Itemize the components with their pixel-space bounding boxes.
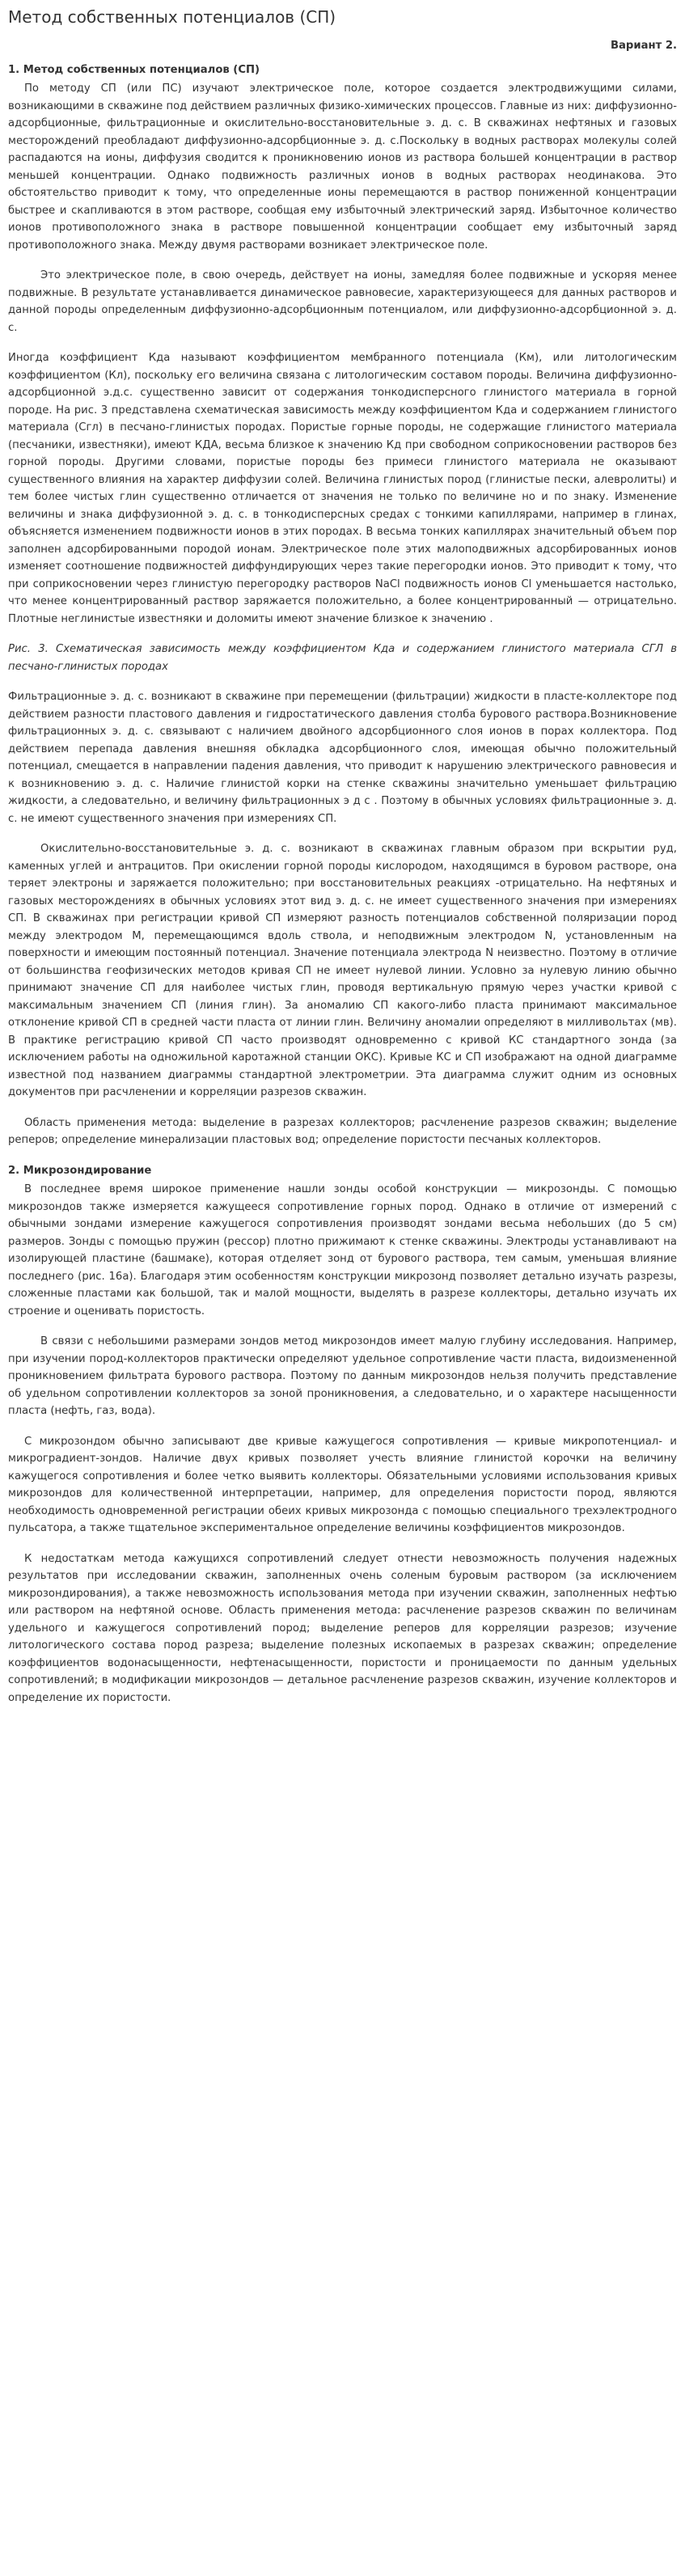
section-heading-sp: 1. Метод собственных потенциалов (СП)	[8, 63, 260, 76]
section-heading-microlog: 2. Микрозондирование	[8, 1164, 152, 1177]
paragraph-microlog-intro: В последнее время широкое применение нашли зонды особой конструкции — микрозонды. С помощью микрозондов также измеряется кажущееся сопротивление горных пород. Однако в отличие от измерений с обычными зондами измерение кажущегося сопротивления производят зондами весьма небольших (до 5 см) размеров. Зонды с помощью пружин (рессор) плотно прижимают к стенке скважины. Электроды устанавливают на изолирующей пластине (башмаке), которая отделяет зонд от бурового раствора, тем самым, уменьшая влияние последнего (рис. 16а). Благодаря этим особенностям конструкции микрозонд позволяет детально изучать разрезы, сложенные пластами как большой, так и малой мощности, выделять в разрезе коллекторы, детально изучать их строение и оценивать пористость.	[8, 1183, 677, 1318]
paragraph-microlog-curves: С микрозондом обычно записывают две кривые кажущегося сопротивления — кривые микропотенциал- и микроградиент-зондов. Наличие двух кривых позволяет учесть влияние глинистой корочки на величину кажущегося сопротивления и более четко выявить коллекторы. Обязательными условиями использования кривых микрозондов для количественной интерпретации, например, для определения пористости пород, являются необходимость одновременной регистрации обеих кривых микрозонда с помощью специального трехэлектродного пульсатора, а также тщательное экспериментальное определение величины коэффициентов микрозондов.	[8, 1435, 677, 1534]
paragraph-microlog-limitations: К недостаткам метода кажущихся сопротивлений следует отнести невозможность получения надежных результатов при исследовании скважин, заполненных очень соленым буровым раствором (за исключением микрозондирования), а также невозможность использования метода при изучении скважин, заполненных нефтью или раствором на нефтяной основе. Область применения метода: расчленение разрезов скважин по величинам удельного и кажущегося сопротивлений пород; выделение реперов для корреляции разрезов; изучение литологического состава пород разреза; выделение полезных ископаемых в разрезах скважин; определение коэффициентов водонасыщенности, нефтенасыщенности, пористости и проницаемости по данным удельных сопротивлений; в модификации микрозондов — детальное расчленение разрезов скважин, изучение коллекторов и определение их пористости.	[8, 1552, 677, 1704]
paragraph-sp-intro: По методу СП (или ПС) изучают электрическое поле, которое создается электродвижущими силами, возникающими в скважине под действием различных физико-химических процессов. Главные из них: диффузионно-адсорбционные, фильтрационные и окислительно-восстановительные э. д. с. В скважинах нефтяных и газовых месторождений преобладают диффузионно-адсорбционные э. д. с.Поскольку в водных растворах молекулы солей распадаются на ионы, диффузия сводится к проникновению ионов из раствора большей концентрации в раствор меньшей концентрации. Однако подвижность различных ионов в водных растворах неодинакова. Это обстоятельство приводит к тому, что определенные ионы перемещаются в раствор пониженной концентрации быстрее и скапливаются в этом растворе, сообщая ему избыточный электрический заряд. Избыточное количество ионов противоположного знака в растворе повышенной концентрации сообщает ему избыточный заряд противоположного знака. Между двумя растворами возникает электрическое поле.	[8, 82, 677, 252]
paragraph-microlog-depth: В связи с небольшими размерами зондов метод микрозондов имеет малую глубину исследования. Например, при изучении пород-коллекторов практически определяют удельное сопротивление части пласта, видоизмененной проникновением фильтрата бурового раствора. Поэтому по данным микрозондов нельзя получить представление об удельном сопротивлении коллекторов за зоной проникновения, а следовательно, и о характере насыщенности пласта (нефть, газ, вода).	[8, 1335, 677, 1417]
figure-caption: Рис. 3. Схематическая зависимость между коэффициентом Кда и содержанием глинистого материала СГЛ в песчано-глинистых породах	[8, 643, 677, 673]
variant-label: Вариант 2.	[610, 40, 677, 52]
paragraph-sp-filtration: Фильтрационные э. д. с. возникают в скважине при перемещении (фильтрации) жидкости в пласте-коллекторе под действием разности пластового давления и гидростатического давления столба бурового раствора.Возникновение фильтрационных э. д. с. связывают с наличием двойного адсорбционного слоя ионов в порах коллектора. Под действием перепада давления внешняя обкладка адсорбционного слоя, имеющая обычно положительный потенциал, смещается в направлении падения давления, что приводит к нарушению электрического равновесия и к возникновению э. д. с. Наличие глинистой корки на стенке скважины значительно уменьшает фильтрацию жидкости, а следовательно, и величину фильтрационных э д с . Поэтому в обычных условиях фильтрационные э. д. с. не имеют существенного значения при измерениях СП.	[8, 691, 677, 825]
paragraph-sp-coefficient: Иногда коэффициент Кда называют коэффициентом мембранного потенциала (Км), или литологическим коэффициентом (Кл), поскольку его величина связана с литологическим составом породы. Величина диффузионно-адсорбционной э.д.с. существенно зависит от содержания тонкодисперсного глинистого материала в горной породе. На рис. 3 представлена схематическая зависимость между коэффициентом Кда и содержанием глинистого материала (Сгл) в песчано-глинистых породах. Пористые горные породы, не содержащие глинистого материала (песчаники, известняки), имеют КДА, весьма близкое к значению Кд при свободном соприкосновении растворов без горной породы. Другими словами, пористые породы без примеси глинистого материала не оказывают существенного влияния на характер диффузии солей. Величина глинистых пород (глинистые пески, алевролиты) и тем более чистых глин существенно отличается от значения не только по величине но и по знаку. Изменение величины и знака диффузионной э. д. с. в тонкодисперсных средах с тонкими капиллярами, например в глинах, объясняется изменением подвижности ионов в этих породах. В весьма тонких капиллярах значительный объем пор заполнен адсорбированными породой ионам. Электрическое поле этих малоподвижных адсорбированных ионов изменяет соотношение подвижностей диффундирующих через такие перегородки ионов. Это приводит к тому, что при соприкосновении через глинистую перегородку растворов NaCl подвижность ионов Cl уменьшается настолько, что менее концентрированный раствор заряжается положительно, а более концентрированный — отрицательно. Плотные неглинистые известняки и доломиты имеют значение близкое к значению .	[8, 352, 677, 625]
paragraph-sp-application: Область применения метода: выделение в разрезах коллекторов; расчленение разрезов скважин; выделение реперов; определение минерализации пластовых вод; определение пористости песчаных коллекторов.	[8, 1116, 677, 1146]
paragraph-sp-redox: Окислительно-восстановительные э. д. с. возникают в скважинах главным образом при вскрытии руд, каменных углей и антрацитов. При окислении горной породы кислородом, находящимся в буровом растворе, она теряет электроны и заряжается положительно; при восстановительных реакциях -отрицательно. На нефтяных и газовых месторождениях в обычных условиях этот вид э. д. с. не имеет существенного значения при измерениях СП. В скважинах при регистрации кривой СП измеряют разность потенциалов собственной поляризации пород между электродом М, перемещающимся вдоль ствола, и неподвижным электродом N, установленным на поверхности и имеющим постоянный потенциал. Значение потенциала электрода N неизвестно. Поэтому в отличие от большинства геофизических методов кривая СП не имеет нулевой линии. Условно за нулевую линию обычно принимают значение СП для наиболее чистых глин, проводя вертикальную прямую через участки кривой с максимальным значением СП (линия глин). За аномалию СП какого-либо пласта принимают максимальное отклонение кривой СП в средней части пласта от линии глин. Величину аномалии определяют в милливольтах (мв). В практике регистрацию кривой СП часто производят одновременно с кривой КС стандартного зонда (за исключением работы на одножильной каротажной станции ОКС). Кривые КС и СП изображают на одной диаграмме известной под названием диаграммы стандартной электрометрии. Эта диаграмма служит одним из основных документов при расчленении и корреляции разрезов скважин.	[8, 843, 677, 1098]
paragraph-sp-equilibrium: Это электрическое поле, в свою очередь, действует на ионы, замедляя более подвижные и ускоряя менее подвижные. В результате устанавливается динамическое равновесие, характеризующееся для данных растворов и данной породы определенным диффузионно-адсорбционным потенциалом, или диффузионно-адсорбционной э. д. с.	[8, 269, 677, 334]
document-title: Метод собственных потенциалов (СП)	[8, 7, 336, 27]
